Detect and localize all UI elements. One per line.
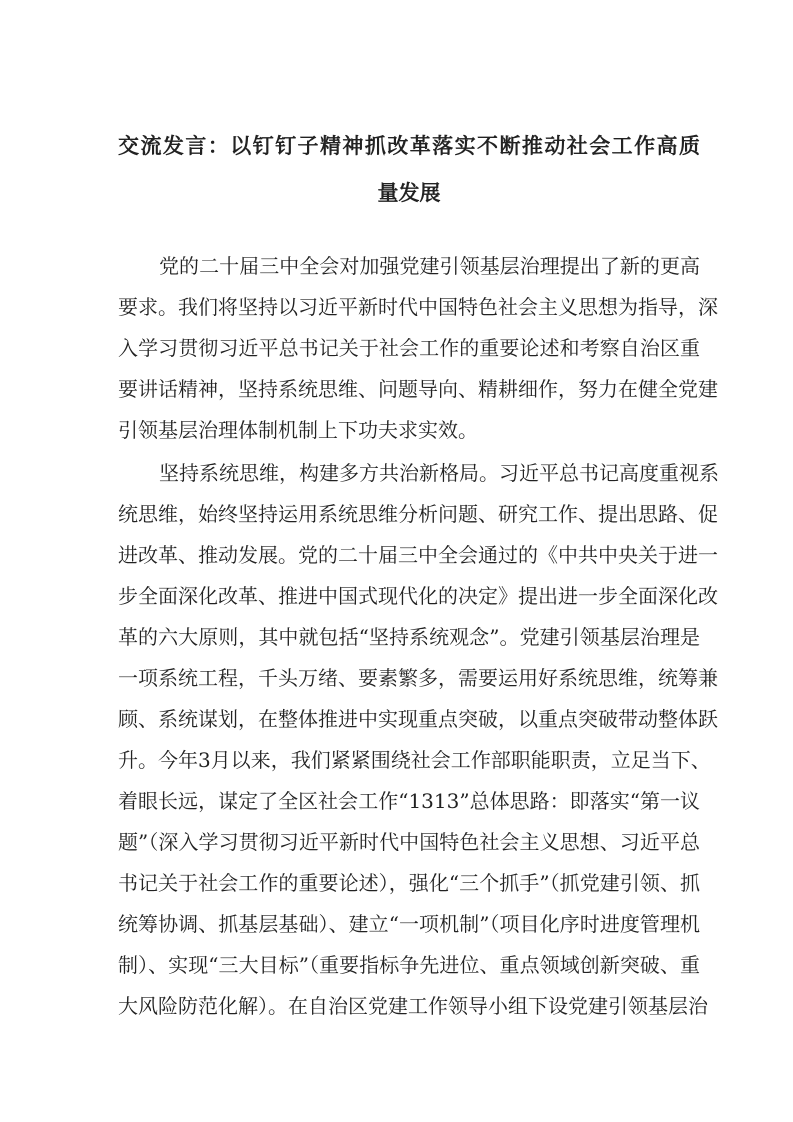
text-line: 顾、系统谋划，在整体推进中实现重点突破，以重点突破带动整体跃: [118, 707, 718, 731]
text-line: 着眼长远，谋定了全区社会工作“1313”总体思路：即落实“第一议: [118, 789, 700, 813]
document-title: [118, 122, 700, 216]
text-line: 升。今年3月以来，我们紧紧围绕社会工作部职能职责，立足当下、: [118, 748, 711, 772]
text-line: 步全面深化改革、推进中国式现代化的决定》提出进一步全面深化改: [118, 584, 718, 608]
text-line: 入学习贯彻习近平总书记关于社会工作的重要论述和考察自治区重: [118, 336, 700, 360]
text-line: 制）、实现“三大目标”（重要指标争先进位、重点领域创新突破、重: [118, 953, 700, 977]
text-line: 大风险防范化解）。在自治区党建工作领导小组下设党建引领基层治: [118, 994, 708, 1018]
text-line: 进改革、推动发展。党的二十届三中全会通过的《中共中央关于进一: [118, 543, 718, 567]
paragraph: [118, 246, 718, 451]
text-line: 引领基层治理体制机制上下功夫求实效。: [118, 418, 478, 442]
document-body: [118, 246, 719, 1027]
text-line: 一项系统工程，千头万绪、要素繁多，需要运用好系统思维，统筹兼: [118, 666, 718, 690]
text-line: 统筹协调、抓基层基础）、建立“一项机制”（项目化序时进度管理机: [118, 912, 700, 936]
text-line: 要讲话精神，坚持系统思维、问题导向、精耕细作，努力在健全党建: [118, 377, 718, 401]
text-line: 党的二十届三中全会对加强党建引领基层治理提出了新的更高: [159, 254, 700, 278]
text-line: 坚持系统思维，构建多方共治新格局。习近平总书记高度重视系: [159, 461, 719, 485]
title-line: 量发展: [377, 180, 441, 205]
text-line: 要求。我们将坚持以习近平新时代中国特色社会主义思想为指导，深: [118, 295, 718, 319]
title-line: 交流发言：以钉钉子精神抓改革落实不断推动社会工作高质: [118, 133, 700, 158]
text-line: 书记关于社会工作的重要论述），强化“三个抓手”（抓党建引领、抓: [118, 871, 700, 895]
text-line: 革的六大原则，其中就包括“坚持系统观念”。党建引领基层治理是: [118, 625, 700, 649]
text-line: 统思维，始终坚持运用系统思维分析问题、研究工作、提出思路、促: [118, 502, 718, 526]
text-line: 题”（深入学习贯彻习近平新时代中国特色社会主义思想、习近平总: [118, 830, 700, 854]
paragraph: [118, 453, 719, 1027]
